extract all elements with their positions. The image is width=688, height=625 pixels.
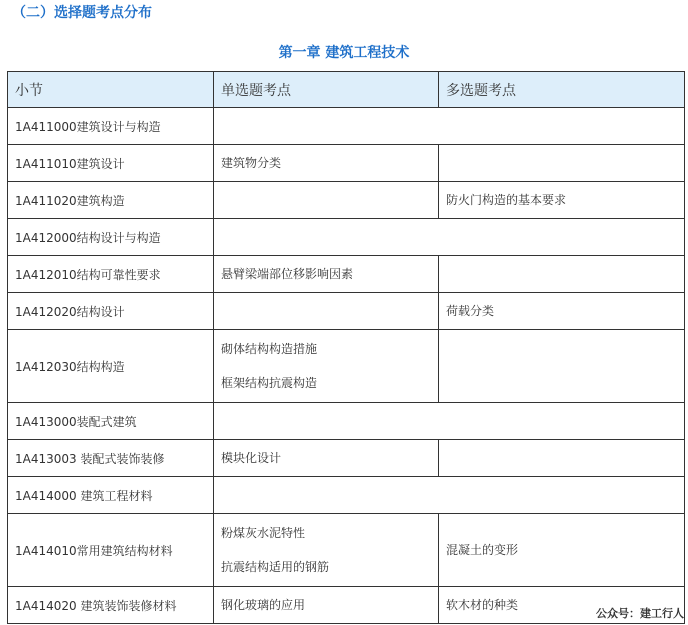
multi-choice-cell: [439, 256, 685, 293]
table-header-row: [8, 72, 685, 108]
section-cell: 1A414010常用建筑结构材料: [8, 514, 214, 587]
topic-text: 建筑物分类: [221, 156, 282, 170]
multi-choice-cell: [439, 182, 685, 219]
multi-choice-cell: [439, 440, 685, 477]
section-cell: 1A412030结构构造: [8, 330, 214, 403]
single-choice-cell: [214, 182, 439, 219]
table-row: [8, 440, 685, 477]
topic-text: 砌体结构构造措施: [221, 342, 318, 356]
table-row: [8, 256, 685, 293]
merged-topic-cell: [214, 219, 685, 256]
topic-text: 防火门构造的基本要求: [446, 193, 567, 207]
topic-text: 模块化设计: [221, 451, 282, 465]
section-cell: 1A414020 建筑装饰装修材料: [8, 587, 214, 624]
single-choice-cell: [214, 256, 439, 293]
section-cell: 1A413000装配式建筑: [8, 403, 214, 440]
section-heading: （二）选择题考点分布: [12, 5, 152, 21]
topic-text: 混凝土的变形: [446, 543, 519, 557]
single-choice-cell: [214, 440, 439, 477]
merged-topic-cell: [214, 477, 685, 514]
table-row: [8, 182, 685, 219]
table-row: [8, 330, 685, 403]
section-cell: 1A411000建筑设计与构造: [8, 108, 214, 145]
section-cell: 1A411020建筑构造: [8, 182, 214, 219]
section-cell: 1A414000 建筑工程材料: [8, 477, 214, 514]
single-choice-cell: [214, 330, 439, 403]
table-row: [8, 477, 685, 514]
merged-topic-cell: [214, 108, 685, 145]
table-row: [8, 514, 685, 587]
multi-choice-cell: [439, 293, 685, 330]
topic-text: 粉煤灰水泥特性: [221, 526, 306, 540]
header-section: 小节: [8, 72, 214, 108]
chapter-title: 第一章 建筑工程技术: [278, 45, 410, 61]
table-row: [8, 587, 685, 624]
topic-text: 荷载分类: [446, 304, 495, 318]
table-body: [8, 108, 685, 624]
header-single-choice: 单选题考点: [214, 72, 439, 108]
topic-text: 钢化玻璃的应用: [221, 598, 306, 612]
topic-text: 框架结构抗震构造: [221, 376, 318, 390]
topic-text: 悬臂梁端部位移影响因素: [221, 267, 354, 281]
topic-text: 抗震结构适用的钢筋: [221, 560, 330, 574]
table-row: [8, 403, 685, 440]
watermark: 公众号：建工行人: [596, 607, 684, 620]
section-cell: 1A412010结构可靠性要求: [8, 256, 214, 293]
section-cell: 1A411010建筑设计: [8, 145, 214, 182]
header-multi-choice: 多选题考点: [439, 72, 685, 108]
table-row: [8, 145, 685, 182]
section-cell: 1A412020结构设计: [8, 293, 214, 330]
single-choice-cell: [214, 587, 439, 624]
section-cell: 1A412000结构设计与构造: [8, 219, 214, 256]
topic-text: 软木材的种类: [446, 598, 519, 612]
merged-topic-cell: [214, 403, 685, 440]
multi-choice-cell: [439, 330, 685, 403]
multi-choice-cell: [439, 514, 685, 587]
table-row: [8, 219, 685, 256]
single-choice-cell: [214, 514, 439, 587]
section-cell: 1A413003 装配式装饰装修: [8, 440, 214, 477]
single-choice-cell: [214, 293, 439, 330]
table-row: [8, 108, 685, 145]
multi-choice-cell: [439, 145, 685, 182]
topic-distribution-table: [7, 71, 685, 624]
single-choice-cell: [214, 145, 439, 182]
table-row: [8, 293, 685, 330]
